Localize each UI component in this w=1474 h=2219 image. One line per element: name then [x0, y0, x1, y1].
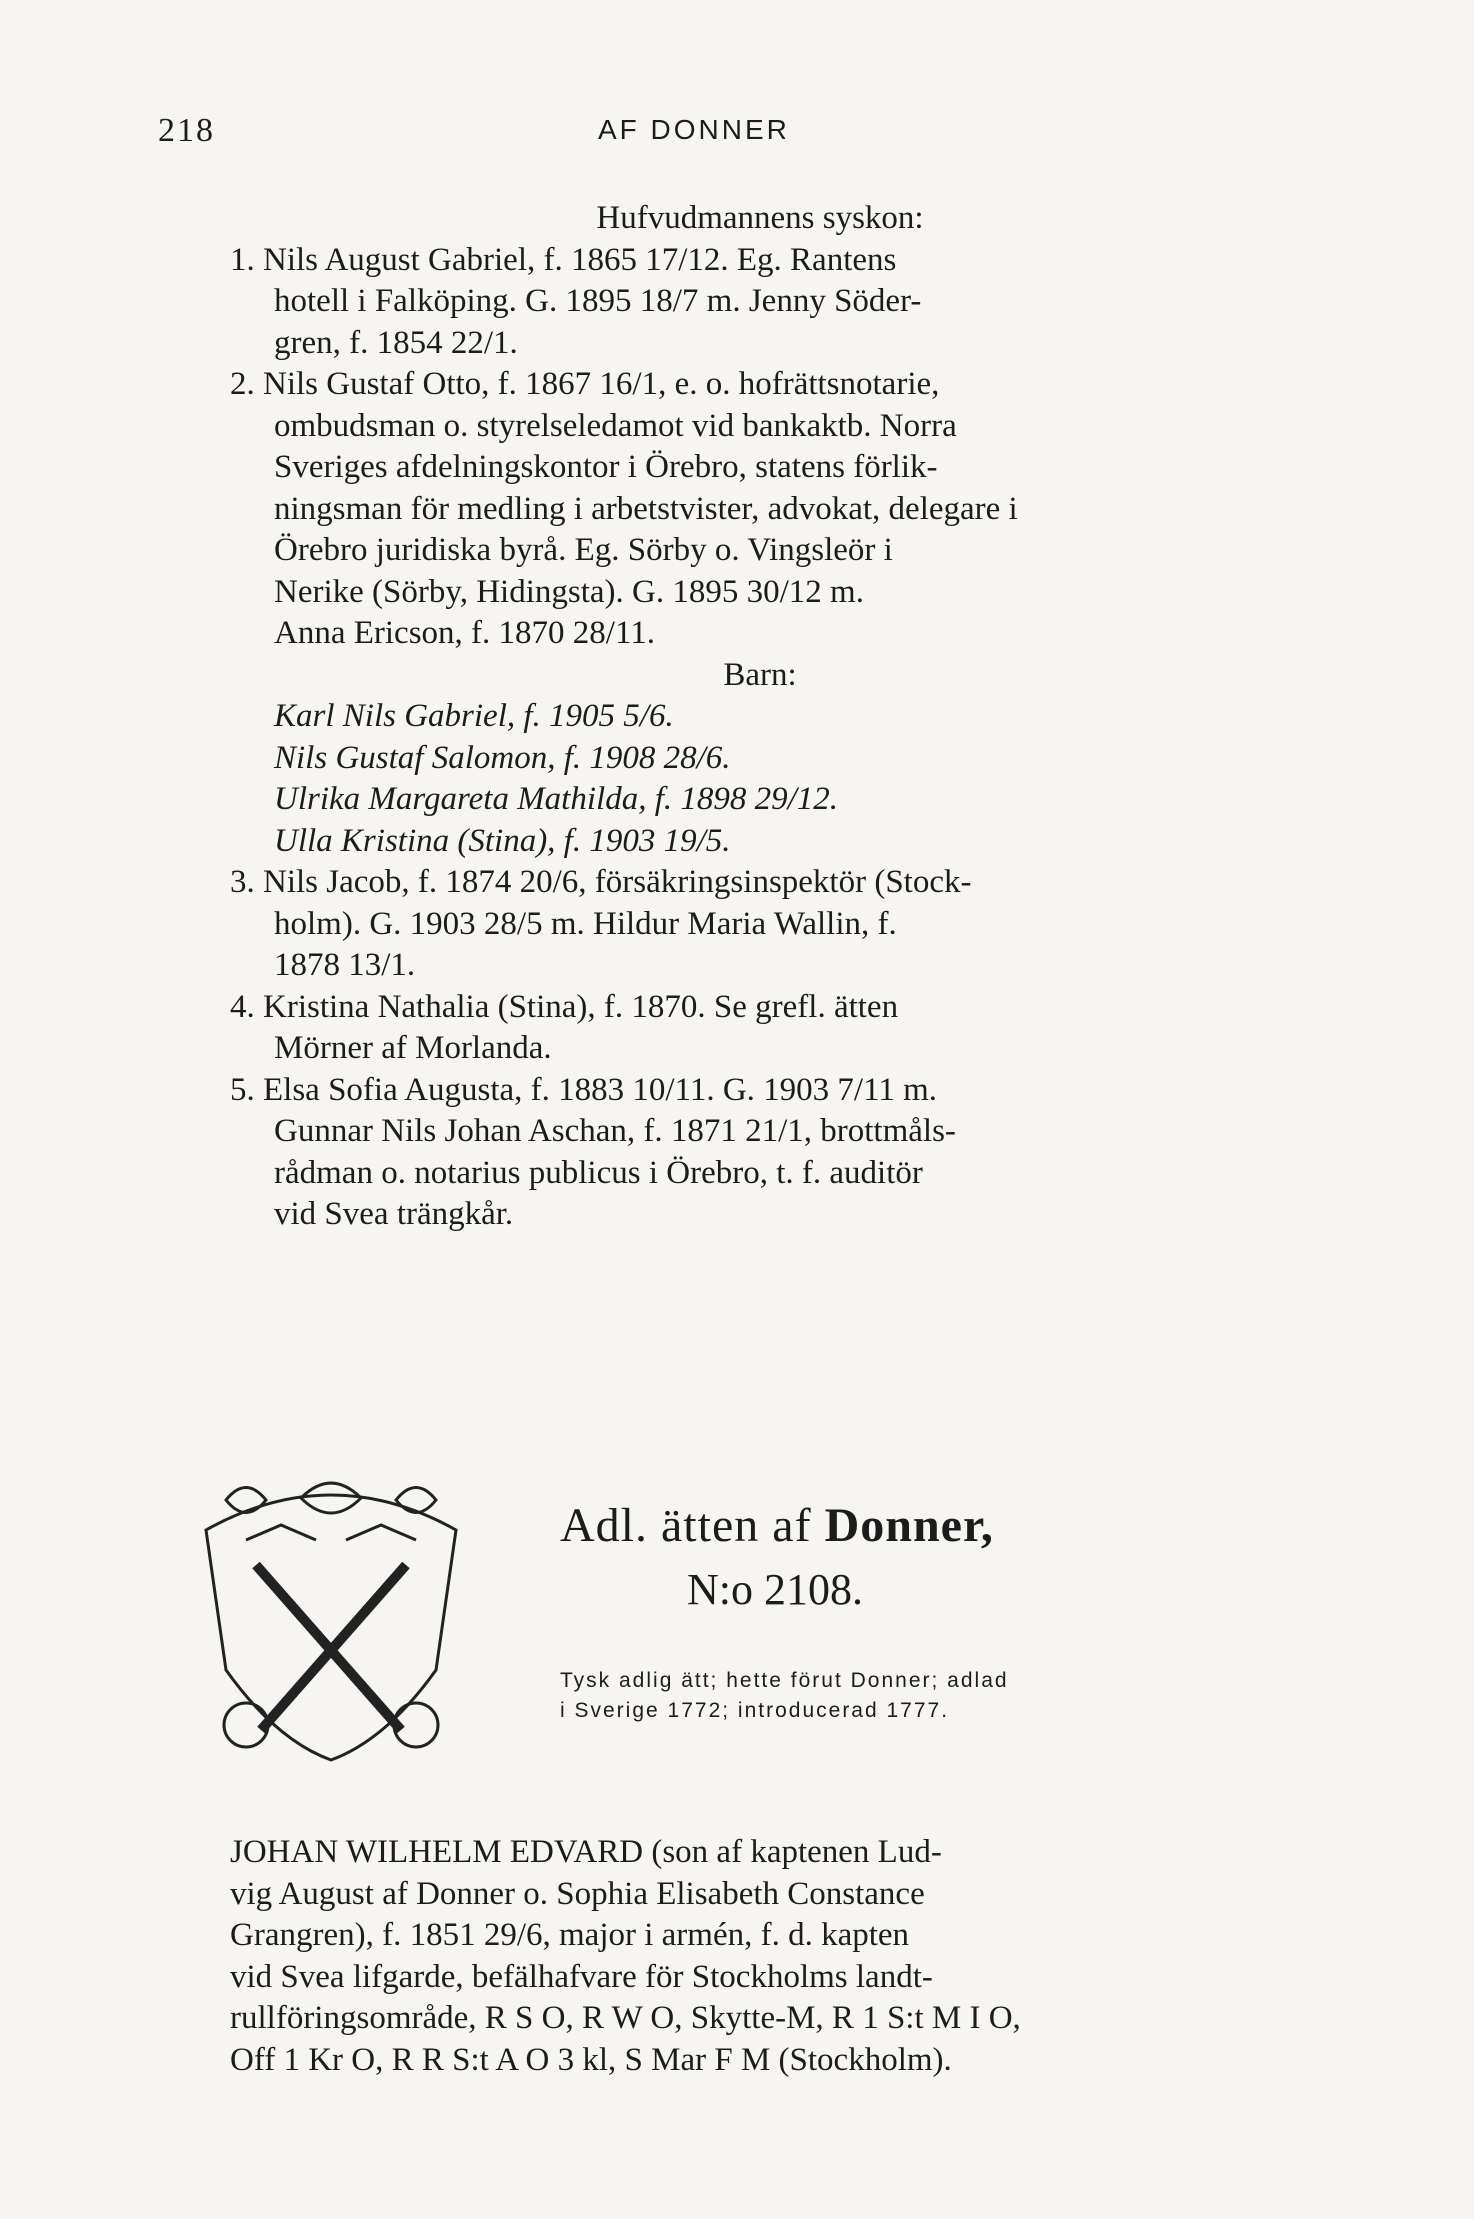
sibling-line: vid Svea trängkår. [274, 1196, 514, 1232]
lineage-title [560, 1498, 1260, 1558]
coat-of-arms-icon [186, 1470, 476, 1770]
lineage-heading [560, 1498, 1260, 1726]
lineage-note-line: Tysk adlig ätt; hette förut Donner; adlad [560, 1669, 1009, 1692]
lineage-title-name: Donner, [824, 1499, 994, 1552]
lineage-title-prefix: Adl. ätten af [560, 1499, 812, 1552]
child-line: Ulla Kristina (Stina), f. 1903 19/5. [274, 822, 731, 859]
lineage-note-line: i Sverige 1772; introducerad 1777. [560, 1699, 950, 1722]
sibling-line: Nerike (Sörby, Hidingsta). G. 1895 30/12 m. [274, 573, 864, 610]
biography-line: vig August af Donner o. Sophia Elisabeth Constance [230, 1875, 925, 1912]
lineage-number: N:o 2108. [687, 1565, 863, 1614]
biography-line: Off 1 Kr O, R R S:t A O 3 kl, S Mar F M (Stockholm). [230, 2041, 952, 2078]
sibling-line: Mörner af Morlanda. [274, 1030, 552, 1066]
sibling-line: 4. Kristina Nathalia (Stina), f. 1870. Se grefl. ätten [230, 988, 899, 1025]
sibling-line: Anna Ericson, f. 1870 28/11. [274, 615, 655, 651]
biography-line: Grangren), f. 1851 29/6, major i armén, f. d. kapten [230, 1917, 910, 1953]
lineage-note [560, 1666, 1260, 1726]
sibling-line: Gunnar Nils Johan Aschan, f. 1871 21/1, brottmåls- [274, 1113, 956, 1149]
biography-line: JOHAN WILHELM EDVARD (son af kaptenen Lud- [230, 1834, 942, 1870]
siblings-heading: Hufvudmannens syskon: [596, 200, 924, 236]
sibling-line: 2. Nils Gustaf Otto, f. 1867 16/1, e. o. hofrättsnotarie, [230, 366, 940, 402]
biography-line: rullföringsområde, R S O, R W O, Skytte-M, R 1 S:t M I O, [230, 2000, 1021, 2036]
child-line: Karl Nils Gabriel, f. 1905 5/6. [274, 698, 674, 734]
page-number: 218 [158, 112, 215, 149]
sibling-line: Sveriges afdelningskontor i Örebro, statens förlik- [274, 449, 938, 485]
sibling-line: ombudsman o. styrelseledamot vid bankaktb. Norra [274, 407, 957, 444]
sibling-line: Örebro juridiska byrå. Eg. Sörby o. Vingsleör i [274, 532, 893, 568]
running-head: AF DONNER [598, 114, 790, 145]
sibling-line: hotell i Falköping. G. 1895 18/7 m. Jenny Söder- [274, 283, 922, 319]
sibling-line: 1. Nils August Gabriel, f. 1865 17/12. Eg. Rantens [230, 241, 897, 278]
siblings-section [230, 198, 1290, 1236]
sibling-line: 1878 13/1. [274, 947, 416, 983]
sibling-line: 5. Elsa Sofia Augusta, f. 1883 10/11. G. 1903 7/11 m. [230, 1071, 938, 1108]
sibling-line: holm). G. 1903 28/5 m. Hildur Maria Wallin, f. [274, 905, 897, 942]
page-header [158, 112, 1338, 162]
sibling-line: 3. Nils Jacob, f. 1874 20/6, försäkringsinspektör (Stock- [230, 864, 972, 900]
children-heading: Barn: [723, 656, 797, 693]
child-line: Ulrika Margareta Mathilda, f. 1898 29/12. [274, 781, 839, 817]
sibling-line: ningsman för medling i arbetstvister, advokat, delegare i [274, 490, 1018, 527]
sibling-line: gren, f. 1854 22/1. [274, 324, 518, 361]
biography [230, 1832, 1290, 2081]
biography-line: vid Svea lifgarde, befälhafvare för Stockholms landt- [230, 1958, 933, 1995]
sibling-line: rådman o. notarius publicus i Örebro, t. f. auditör [274, 1154, 923, 1191]
child-line: Nils Gustaf Salomon, f. 1908 28/6. [274, 739, 731, 776]
